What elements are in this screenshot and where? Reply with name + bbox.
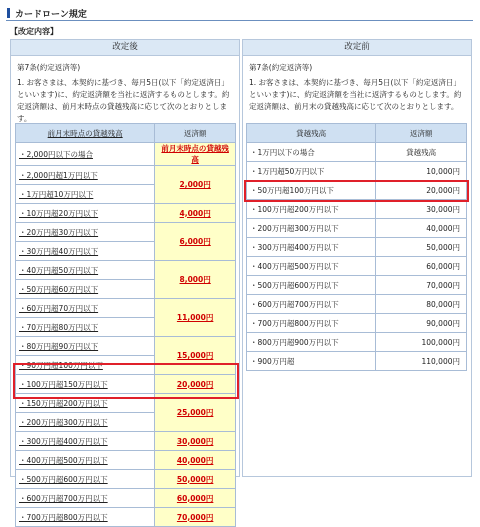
balance-cell: ・2,000円以下の場合 bbox=[16, 143, 155, 166]
table-row bbox=[247, 352, 467, 371]
before-clause: 第7条(約定返済等) bbox=[249, 63, 313, 72]
table-row bbox=[247, 257, 467, 276]
balance-cell: ・30万円超40万円以下 bbox=[16, 242, 155, 261]
table-row bbox=[247, 219, 467, 238]
table-row bbox=[16, 223, 236, 242]
table-row bbox=[16, 204, 236, 223]
amount-cell: 80,000円 bbox=[376, 295, 467, 314]
table-row bbox=[16, 337, 236, 356]
amount-cell: 貸越残高 bbox=[376, 143, 467, 162]
table-row bbox=[247, 314, 467, 333]
after-header-row bbox=[16, 124, 236, 143]
balance-cell: ・500万円超600万円以下 bbox=[247, 276, 376, 295]
balance-cell: ・1万円超10万円以下 bbox=[16, 185, 155, 204]
balance-cell: ・10万円超20万円以下 bbox=[16, 204, 155, 223]
before-col-balance: 貸越残高 bbox=[247, 124, 376, 143]
balance-cell: ・70万円超80万円以下 bbox=[16, 318, 155, 337]
balance-cell: ・300万円超400万円以下 bbox=[16, 432, 155, 451]
table-row bbox=[16, 489, 236, 508]
table-row bbox=[247, 238, 467, 257]
table-row bbox=[247, 276, 467, 295]
balance-cell: ・100万円超200万円以下 bbox=[247, 200, 376, 219]
table-row bbox=[247, 333, 467, 352]
amount-cell: 70,000円 bbox=[376, 276, 467, 295]
balance-cell: ・40万円超50万円以下 bbox=[16, 261, 155, 280]
balance-cell: ・700万円超800万円以下 bbox=[16, 508, 155, 527]
balance-cell: ・200万円超300万円以下 bbox=[16, 413, 155, 432]
amount-cell: 2,000円 bbox=[155, 166, 236, 204]
before-table bbox=[246, 123, 467, 371]
amount-cell: 90,000円 bbox=[376, 314, 467, 333]
table-row bbox=[16, 166, 236, 185]
amount-cell: 11,000円 bbox=[155, 299, 236, 337]
section-label: 【改定内容】 bbox=[10, 27, 58, 36]
table-row bbox=[247, 295, 467, 314]
after-table bbox=[15, 123, 236, 527]
table-row bbox=[247, 143, 467, 162]
table-row bbox=[247, 200, 467, 219]
amount-cell: 70,000円 bbox=[155, 508, 236, 527]
after-clause: 第7条(約定返済等) bbox=[17, 63, 81, 72]
table-row bbox=[16, 470, 236, 489]
table-row bbox=[16, 261, 236, 280]
balance-cell: ・1万円超50万円以下 bbox=[247, 162, 376, 181]
page-title: カードローン規定 bbox=[15, 10, 87, 20]
after-col-balance: 前月末時点の貸越残高 bbox=[16, 124, 155, 143]
amount-cell: 110,000円 bbox=[376, 352, 467, 371]
table-row bbox=[16, 143, 236, 166]
balance-cell: ・200万円超300万円以下 bbox=[247, 219, 376, 238]
balance-cell: ・800万円超900万円以下 bbox=[247, 333, 376, 352]
balance-cell: ・300万円超400万円以下 bbox=[247, 238, 376, 257]
before-note: 1. お客さまは、本契約に基づき、毎月5日(以下「約定返済日」といいます)に、約定返済額を当社に返済するものとします。約定返済額は、前月末の貸越残高に応じて次のとおりとします。 bbox=[249, 78, 462, 111]
table-row bbox=[16, 299, 236, 318]
amount-cell: 8,000円 bbox=[155, 261, 236, 299]
amount-cell: 40,000円 bbox=[376, 219, 467, 238]
amount-cell: 60,000円 bbox=[376, 257, 467, 276]
table-row bbox=[247, 162, 467, 181]
balance-cell: ・50万円超60万円以下 bbox=[16, 280, 155, 299]
before-panel-header: 改定前 bbox=[243, 40, 471, 56]
amount-cell: 100,000円 bbox=[376, 333, 467, 352]
balance-cell: ・400万円超500万円以下 bbox=[16, 451, 155, 470]
amount-cell: 50,000円 bbox=[155, 470, 236, 489]
balance-cell: ・600万円超700万円以下 bbox=[247, 295, 376, 314]
amount-cell: 10,000円 bbox=[376, 162, 467, 181]
after-note: 1. お客さまは、本契約に基づき、毎月5日(以下「約定返済日」といいます)に、約定返済額を当社に返済するものとします。約定返済額は、前月末時点の貸越残高に応じて次のとおりとします。 bbox=[17, 78, 230, 123]
amount-cell: 20,000円 bbox=[155, 375, 236, 394]
header-accent-bar bbox=[7, 8, 10, 18]
balance-cell: ・50万円超100万円以下 bbox=[247, 181, 376, 200]
balance-cell: ・100万円超150万円以下 bbox=[16, 375, 155, 394]
before-header-row bbox=[247, 124, 467, 143]
balance-cell: ・90万円超100万円以下 bbox=[16, 356, 155, 375]
balance-cell: ・500万円超600万円以下 bbox=[16, 470, 155, 489]
balance-cell: ・2,000円超1万円以下 bbox=[16, 166, 155, 185]
balance-cell: ・80万円超90万円以下 bbox=[16, 337, 155, 356]
balance-cell: ・400万円超500万円以下 bbox=[247, 257, 376, 276]
amount-cell: 40,000円 bbox=[155, 451, 236, 470]
balance-cell: ・700万円超800万円以下 bbox=[247, 314, 376, 333]
amount-cell: 前月末時点の貸越残高 bbox=[155, 143, 236, 166]
balance-cell: ・900万円超 bbox=[247, 352, 376, 371]
table-row bbox=[16, 508, 236, 527]
amount-cell: 30,000円 bbox=[155, 432, 236, 451]
highlight-after-rows bbox=[13, 363, 239, 399]
page-header bbox=[6, 6, 473, 21]
after-col-amount: 返済額 bbox=[155, 124, 236, 143]
amount-cell: 25,000円 bbox=[155, 394, 236, 432]
balance-cell: ・150万円超200万円以下 bbox=[16, 394, 155, 413]
highlight-before-row bbox=[244, 180, 469, 202]
before-col-amount: 返済額 bbox=[376, 124, 467, 143]
amount-cell: 6,000円 bbox=[155, 223, 236, 261]
after-panel-header: 改定後 bbox=[11, 40, 239, 56]
amount-cell: 30,000円 bbox=[376, 200, 467, 219]
balance-cell: ・1万円以下の場合 bbox=[247, 143, 376, 162]
table-row bbox=[16, 451, 236, 470]
amount-cell: 20,000円 bbox=[376, 181, 467, 200]
balance-cell: ・60万円超70万円以下 bbox=[16, 299, 155, 318]
amount-cell: 4,000円 bbox=[155, 204, 236, 223]
balance-cell: ・600万円超700万円以下 bbox=[16, 489, 155, 508]
amount-cell: 15,000円 bbox=[155, 337, 236, 375]
balance-cell: ・20万円超30万円以下 bbox=[16, 223, 155, 242]
amount-cell: 50,000円 bbox=[376, 238, 467, 257]
amount-cell: 60,000円 bbox=[155, 489, 236, 508]
table-row bbox=[16, 432, 236, 451]
